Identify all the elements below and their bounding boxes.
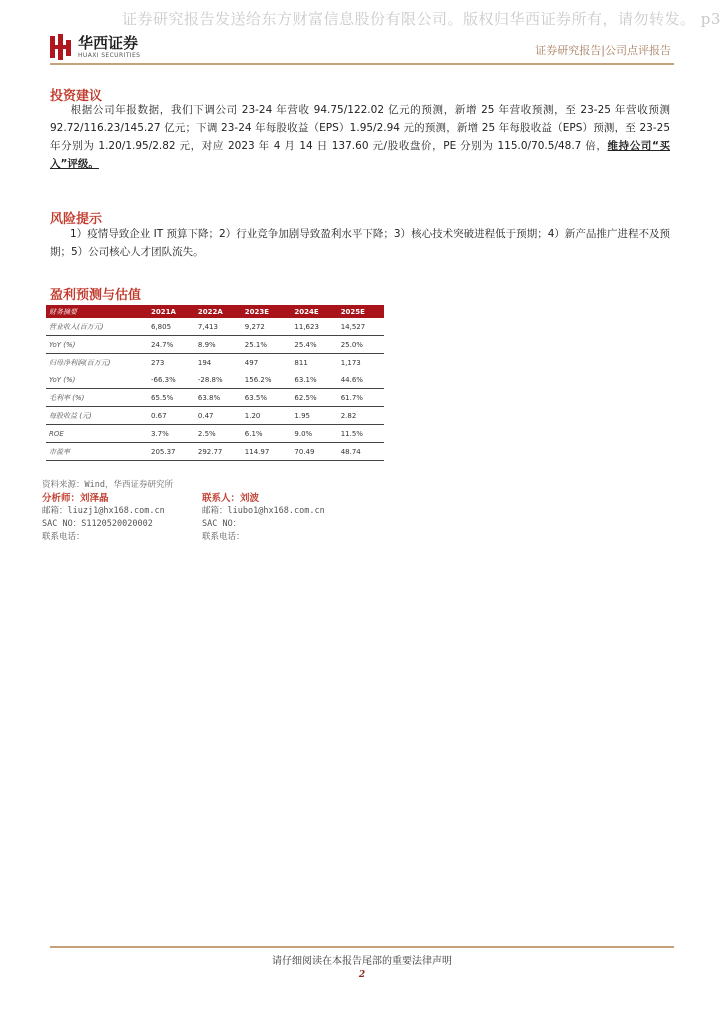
row-label: ROE bbox=[46, 425, 148, 443]
table-cell: 9.0% bbox=[291, 425, 337, 443]
row-label: 营业收入(百万元) bbox=[49, 322, 104, 331]
table-cell: 2.82 bbox=[338, 407, 384, 425]
rating-emphasis: 维持公司“买入”评级。 bbox=[50, 140, 671, 170]
table-header-cell: 2023E bbox=[242, 305, 292, 318]
analyst-block bbox=[42, 492, 165, 544]
contact-block bbox=[202, 492, 325, 544]
table-header-cell: 2025E bbox=[338, 305, 384, 318]
contact-sac: SAC NO： bbox=[202, 519, 242, 529]
table-cell: 9,272 bbox=[244, 322, 265, 331]
table-row bbox=[46, 407, 384, 425]
risk-title: 风险提示 bbox=[50, 212, 103, 227]
header-divider bbox=[50, 63, 674, 65]
table-cell: 497 bbox=[242, 354, 292, 372]
huaxi-logo-icon bbox=[50, 34, 72, 60]
table-cell: 25.1% bbox=[242, 336, 292, 354]
analyst-name: 分析师：刘泽晶 bbox=[42, 493, 109, 504]
table-cell: 0.47 bbox=[195, 407, 242, 425]
analyst-email[interactable]: 邮箱：liuzj1@hx168.com.cn bbox=[42, 506, 165, 516]
table-header-cell: 2021A bbox=[148, 305, 195, 318]
table-cell: 48.74 bbox=[338, 443, 384, 461]
table-cell: 2.5% bbox=[195, 425, 242, 443]
table-cell: 14,527 bbox=[340, 322, 366, 331]
table-cell: 114.97 bbox=[242, 443, 292, 461]
analyst-phone: 联系电话： bbox=[42, 532, 85, 542]
forecast-table bbox=[46, 305, 384, 461]
table-cell: 62.5% bbox=[291, 389, 337, 407]
table-cell: -66.3% bbox=[151, 375, 176, 384]
contact-name: 联系人：刘波 bbox=[202, 493, 260, 504]
table-cell: 25.0% bbox=[338, 336, 384, 354]
table-row bbox=[46, 371, 384, 389]
analyst-sac: SAC NO：S1120520020002 bbox=[42, 519, 153, 529]
forecast-title: 盈利预测与估值 bbox=[50, 288, 142, 303]
data-source: 资料来源：Wind，华西证券研究所 bbox=[42, 480, 173, 490]
table-header-cell: 财务摘要 bbox=[46, 305, 148, 318]
table-cell: 63.1% bbox=[294, 375, 317, 384]
row-label: 每股收益 (元) bbox=[46, 407, 148, 425]
table-row bbox=[46, 336, 384, 354]
table-row bbox=[46, 354, 384, 372]
legal-notice: 请仔细阅读在本报告尾部的重要法律声明 bbox=[272, 956, 452, 967]
table-row bbox=[46, 425, 384, 443]
table-cell: 44.6% bbox=[340, 375, 363, 384]
page-number: 2 bbox=[358, 970, 366, 980]
table-cell: 11.5% bbox=[338, 425, 384, 443]
contact-phone: 联系电话： bbox=[202, 532, 245, 542]
table-header-row bbox=[46, 305, 384, 318]
table-row bbox=[46, 443, 384, 461]
contact-email[interactable]: 邮箱：liubo1@hx168.com.cn bbox=[202, 506, 325, 516]
row-label: 市盈率 bbox=[46, 443, 148, 461]
investment-paragraph bbox=[50, 101, 670, 173]
table-cell: 8.9% bbox=[195, 336, 242, 354]
logo-name-en: HUAXI SECURITIES bbox=[78, 51, 141, 59]
table-cell: 65.5% bbox=[148, 389, 195, 407]
table-cell: 61.7% bbox=[338, 389, 384, 407]
table-cell: 194 bbox=[195, 354, 242, 372]
table-cell: 1.95 bbox=[291, 407, 337, 425]
table-cell: 63.5% bbox=[242, 389, 292, 407]
table-cell: 0.67 bbox=[148, 407, 195, 425]
table-cell: 6,805 bbox=[151, 322, 172, 331]
logo-name-cn: 华西证券 bbox=[78, 33, 139, 52]
table-cell: 25.4% bbox=[291, 336, 337, 354]
risk-text: 1）疫情导致企业 IT 预算下降；2）行业竞争加剧导致盈利水平下降；3）核心技术突破进程低于预期；4）新产品推广进程不及预期；5）公司核心人才团队流失。 bbox=[50, 228, 670, 258]
table-cell: 3.7% bbox=[148, 425, 195, 443]
row-label: YoY (%) bbox=[46, 336, 148, 354]
footer-divider bbox=[50, 946, 674, 948]
table-cell: 24.7% bbox=[148, 336, 195, 354]
row-label: 毛利率 (%) bbox=[46, 389, 148, 407]
table-cell: 156.2% bbox=[244, 375, 272, 384]
table-cell: 70.49 bbox=[291, 443, 337, 461]
row-label: YoY (%) bbox=[49, 375, 76, 384]
row-label: 归母净利润(百万元) bbox=[46, 354, 148, 372]
investment-title: 投资建议 bbox=[50, 89, 103, 104]
table-row bbox=[46, 389, 384, 407]
table-header-cell: 2022A bbox=[195, 305, 242, 318]
table-cell: 1,173 bbox=[338, 354, 384, 372]
table-cell: 7,413 bbox=[197, 322, 218, 331]
table-cell: 273 bbox=[148, 354, 195, 372]
table-cell: -28.8% bbox=[197, 375, 223, 384]
risk-paragraph bbox=[50, 225, 670, 261]
table-cell: 205.37 bbox=[148, 443, 195, 461]
table-cell: 63.8% bbox=[195, 389, 242, 407]
table-cell: 811 bbox=[291, 354, 337, 372]
table-cell: 11,623 bbox=[294, 322, 319, 331]
investment-text: 根据公司年报数据，我们下调公司 23-24 年营收 94.75/122.02 亿元的预测，新增 25 年营收预测，至 23-25 年营收预测 92.72/116.23/145.27 亿元；下调 23-24 年每股收益（EPS）1.95/2.94 元的预测，新增 25 年每股收益（EPS）预测，至 23-25 年分别为 1.20/1.95/2.82 元，对应 2023 年 4 月 14 日 137.60 元/股收盘价，PE 分别为 115.0/70.5/48.7 倍， bbox=[50, 104, 670, 152]
table-header-cell: 2024E bbox=[291, 305, 337, 318]
table-cell: 1.20 bbox=[242, 407, 292, 425]
table-row bbox=[46, 318, 384, 336]
report-type: 证券研究报告|公司点评报告 bbox=[535, 44, 671, 57]
table-cell: 292.77 bbox=[195, 443, 242, 461]
company-logo bbox=[50, 34, 140, 60]
table-cell: 6.1% bbox=[242, 425, 292, 443]
watermark: 证券研究报告发送给东方财富信息股份有限公司。版权归华西证券所有，请勿转发。 p3 bbox=[122, 10, 721, 28]
